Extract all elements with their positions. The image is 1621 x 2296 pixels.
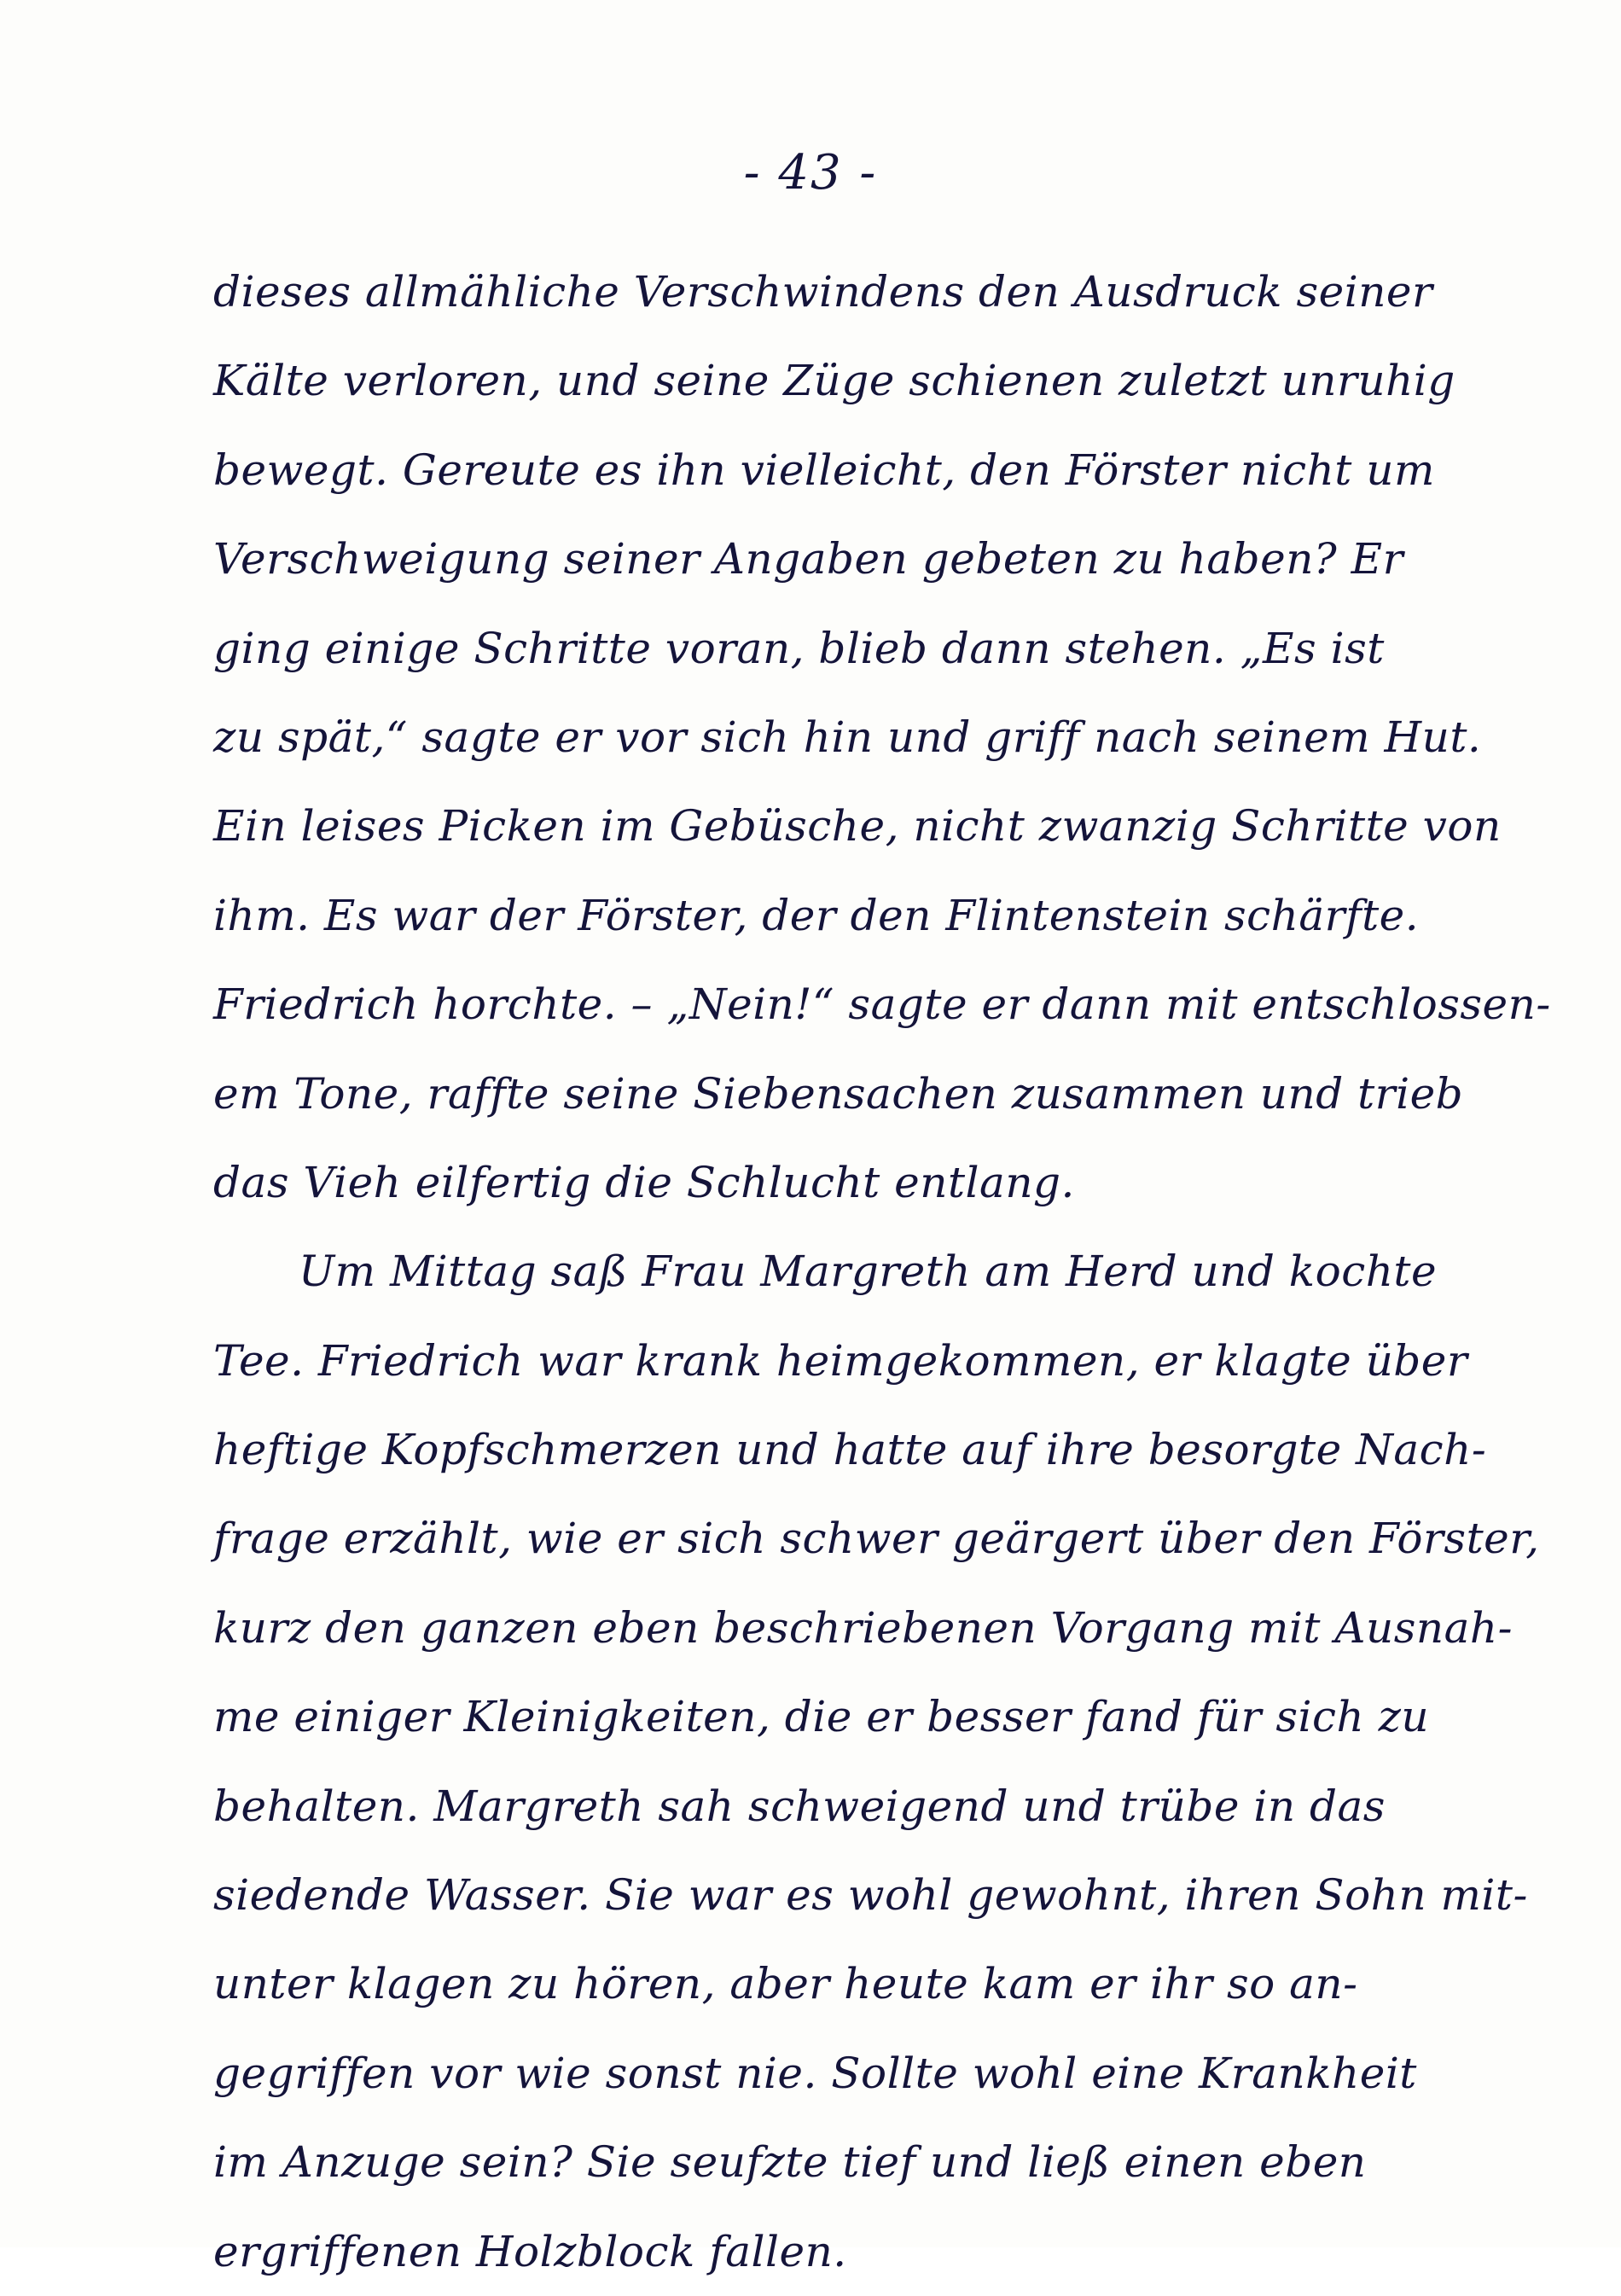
text-line: unter klagen zu hören, aber heute kam er ihr so an-: [213, 1959, 1358, 2009]
text-line: kurz den ganzen eben beschriebenen Vorgang mit Ausnah-: [213, 1602, 1513, 1653]
text-line: me einiger Kleinigkeiten, die er besser fand für sich zu: [213, 1692, 1430, 1742]
text-line: ging einige Schritte voran, blieb dann stehen. „Es ist: [213, 623, 1385, 673]
text-line: frage erzählt, wie er sich schwer geärgert über den Förster,: [213, 1514, 1540, 1564]
text-line: Ein leises Picken im Gebüsche, nicht zwanzig Schritte von: [213, 801, 1502, 852]
text-line: behalten. Margreth sah schweigend und trübe in das: [213, 1781, 1386, 1831]
text-line: das Vieh eilfertig die Schlucht entlang.: [213, 1157, 1075, 1207]
text-line: ihm. Es war der Förster, der den Flintenstein schärfte.: [213, 890, 1420, 940]
text-line: ergriffenen Holzblock fallen.: [213, 2226, 847, 2276]
text-line: gegriffen vor wie sonst nie. Sollte wohl eine Krankheit: [213, 2048, 1417, 2098]
text-line: Friedrich horchte. – „Nein!“ sagte er dann mit entschlossen-: [213, 979, 1551, 1030]
text-line: dieses allmähliche Verschwindens den Ausdruck seiner: [213, 267, 1433, 317]
text-line: Kälte verloren, und seine Züge schienen zuletzt unruhig: [213, 356, 1455, 406]
page-number: - 43 -: [743, 145, 878, 201]
text-line: Verschweigung seiner Angaben gebeten zu haben? Er: [213, 534, 1404, 584]
text-line: Tee. Friedrich war krank heimgekommen, er klagte über: [213, 1335, 1468, 1386]
text-line: bewegt. Gereute es ihn vielleicht, den Förster nicht um: [213, 445, 1435, 495]
handwritten-text: [213, 247, 1551, 2296]
text-line: heftige Kopfschmerzen und hatte auf ihre besorgte Nach-: [213, 1425, 1487, 1475]
text-line: siedende Wasser. Sie war es wohl gewohnt, ihren Sohn mit-: [213, 1870, 1528, 1921]
paragraph-start-line: Um Mittag saß Frau Margreth am Herd und kochte: [299, 1247, 1438, 1297]
text-line: em Tone, raffte seine Siebensachen zusammen und trieb: [213, 1068, 1464, 1119]
text-line: im Anzuge sein? Sie seufzte tief und ließ einen eben: [213, 2137, 1367, 2188]
text-line: zu spät,“ sagte er vor sich hin und griff nach seinem Hut.: [213, 712, 1482, 762]
